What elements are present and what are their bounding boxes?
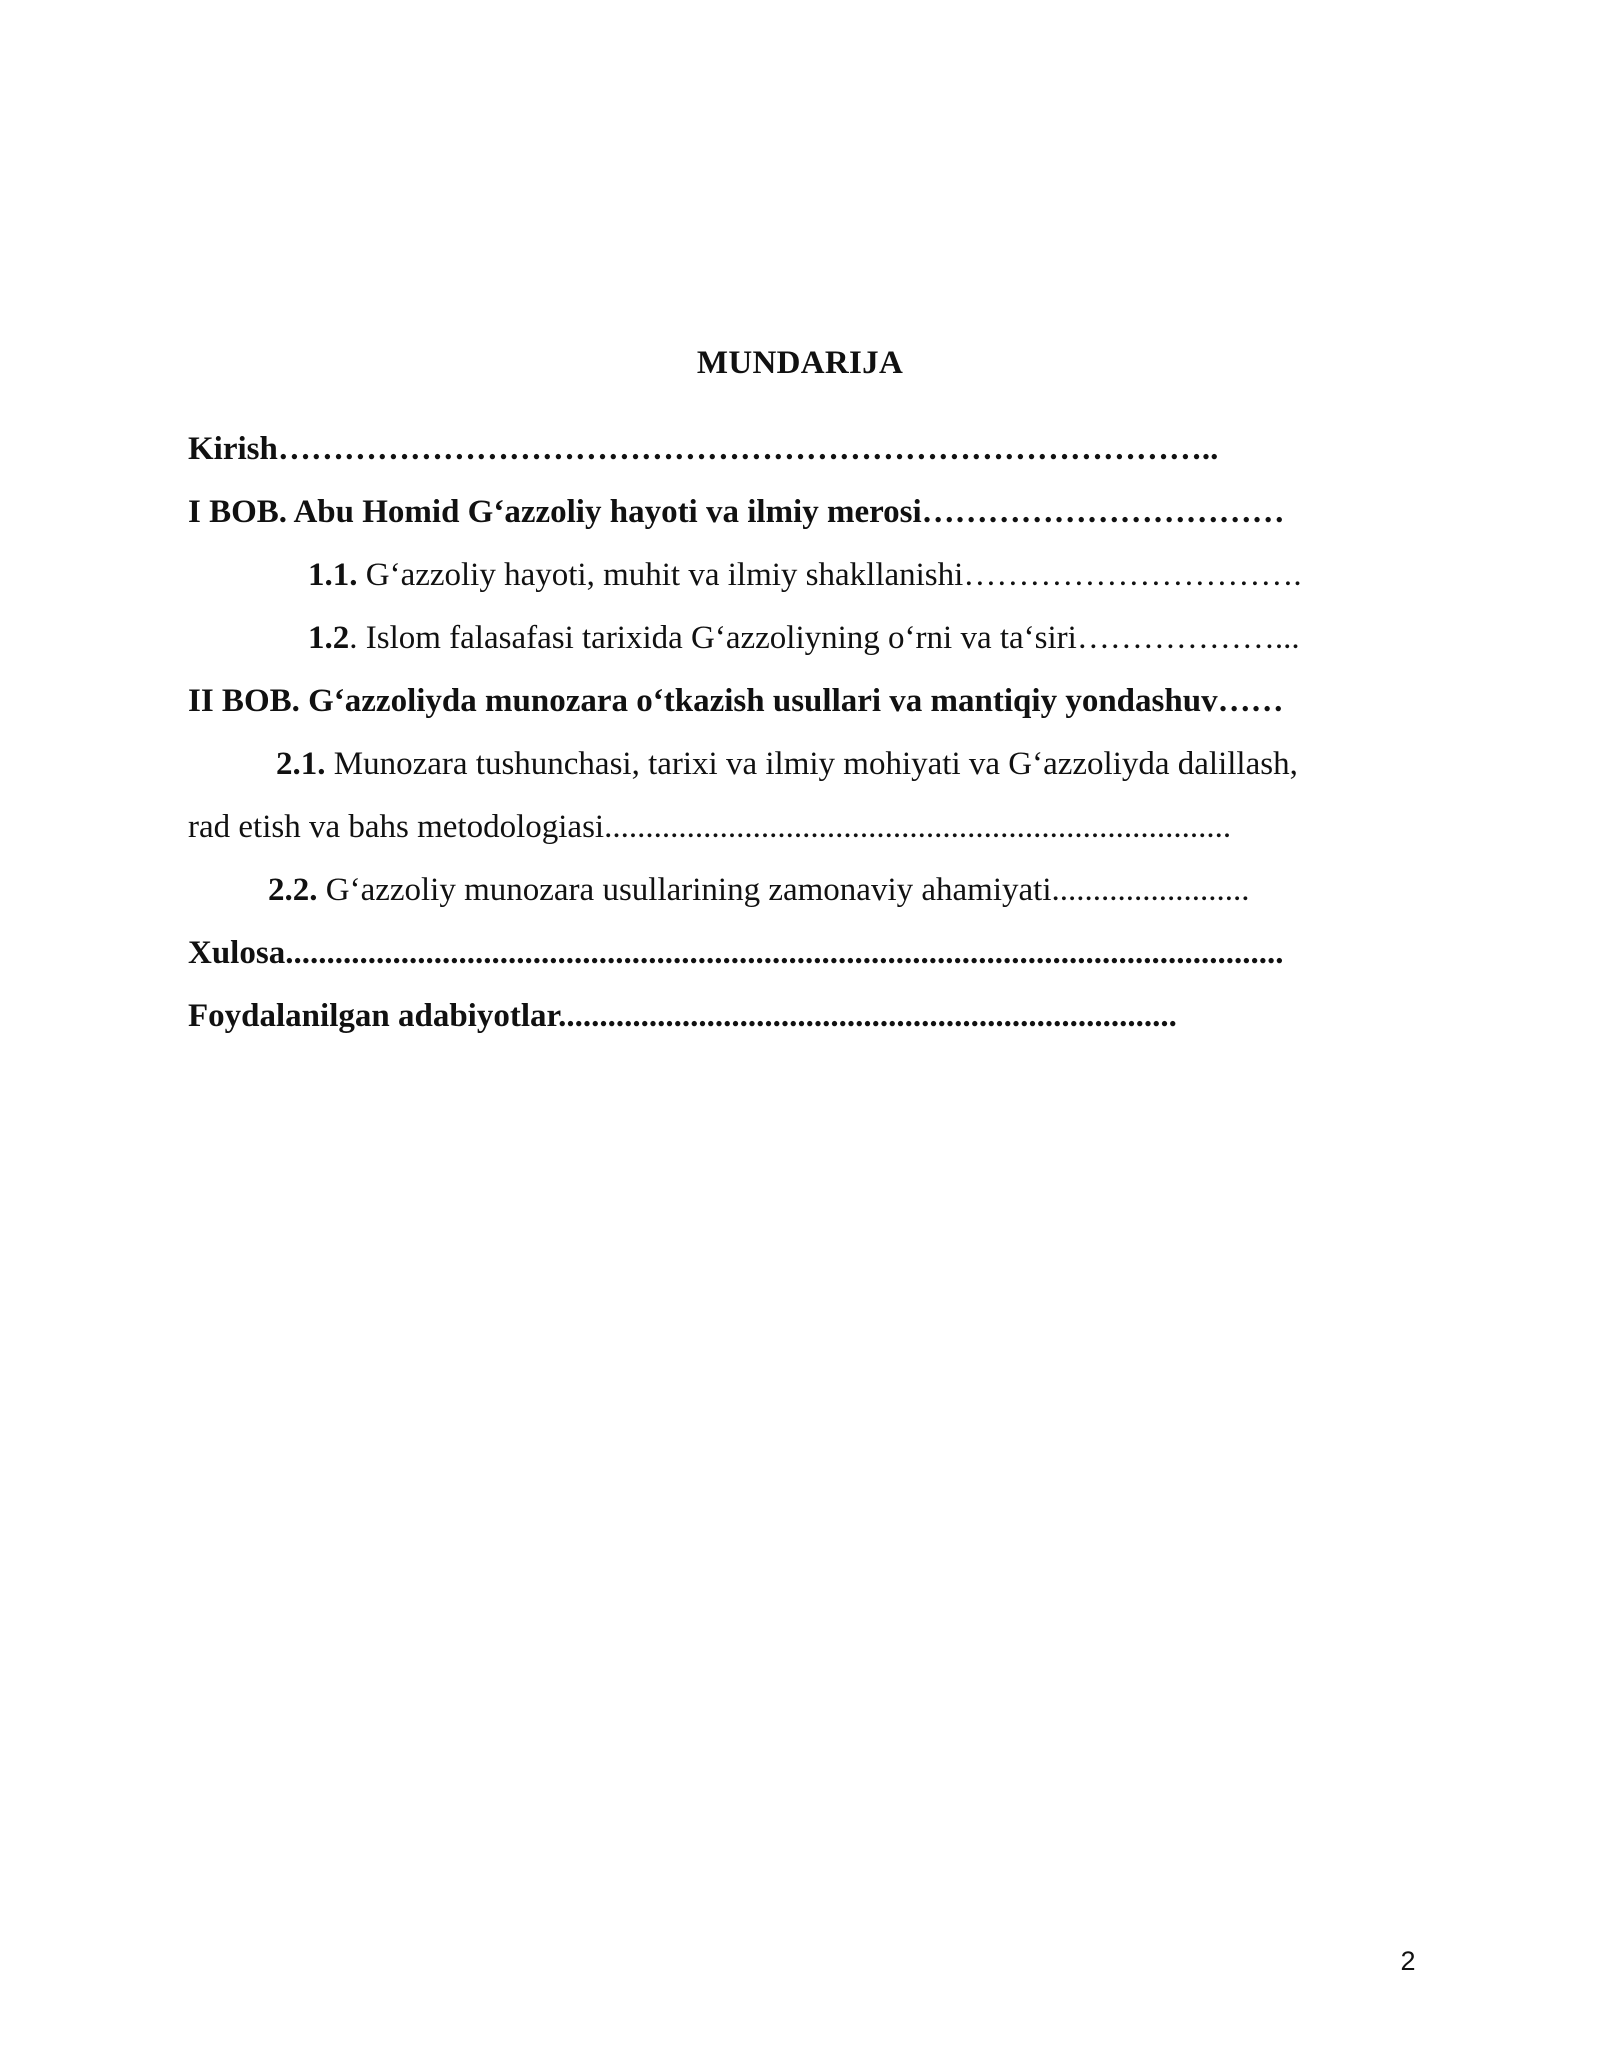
toc-entry-text: II BOB. G‘azzoliyda munozara o‘tkazish usullari va mantiqiy yondashuv: [188, 683, 1218, 719]
toc-entry-section-2-1-continued: [188, 796, 1418, 859]
toc-entry-section-1-1: [188, 544, 1418, 607]
toc-leader-dots: ...........................................................................: [558, 998, 1177, 1034]
toc-entry-section-2-1: [188, 733, 1418, 796]
toc-entry-text: Kirish: [188, 431, 278, 467]
toc-entry-text: I BOB. Abu Homid G‘azzoliy hayoti va ilmiy merosi: [188, 494, 922, 530]
toc-entry-text: G‘azzoliy hayoti, muhit va ilmiy shakllanishi: [357, 557, 964, 593]
toc-entry-section-2-2: [188, 859, 1418, 922]
toc-leader-dots: …………………………………………………………………………..: [277, 431, 1219, 467]
toc-entry-references: [188, 985, 1418, 1048]
toc-entry-xulosa: [188, 922, 1418, 985]
table-of-contents: [188, 418, 1418, 1048]
toc-entry-kirish: [188, 418, 1418, 481]
toc-entry-text: Xulosa: [188, 935, 286, 971]
toc-entry-chapter-1: [188, 481, 1418, 544]
toc-leader-dots: ……: [1217, 683, 1284, 719]
toc-leader-dots: ………………………….: [963, 557, 1302, 593]
toc-leader-dots: ……………………………: [921, 494, 1285, 530]
toc-entry-section-1-2: [188, 607, 1418, 670]
toc-section-number: 1.2: [308, 620, 350, 656]
toc-leader-dots: ............................................................................: [604, 809, 1232, 845]
toc-section-number: 2.1.: [276, 746, 326, 782]
toc-leader-dots: ………………...: [1076, 620, 1300, 656]
toc-entry-text: G‘azzoliy munozara usullarining zamonaviy ahamiyati: [317, 872, 1052, 908]
toc-leader-dots: ........................: [1051, 872, 1250, 908]
toc-entry-text: rad etish va bahs metodologiasi: [188, 809, 605, 845]
toc-section-number: 2.2.: [268, 872, 318, 908]
toc-entry-text: Munozara tushunchasi, tarixi va ilmiy mohiyati va G‘azzoliyda dalillash,: [325, 746, 1298, 782]
toc-entry-text: Foydalanilgan adabiyotlar: [188, 998, 559, 1034]
toc-entry-chapter-2: [188, 670, 1418, 733]
toc-leader-dots: .........................................................................................................................: [285, 935, 1284, 971]
toc-section-number: 1.1.: [308, 557, 358, 593]
toc-entry-text: . Islom falasafasi tarixida G‘azzoliyning o‘rni va ta‘siri: [349, 620, 1077, 656]
page-number: 2: [1400, 1946, 1416, 1976]
page-title: MUNDARIJA: [696, 345, 904, 381]
